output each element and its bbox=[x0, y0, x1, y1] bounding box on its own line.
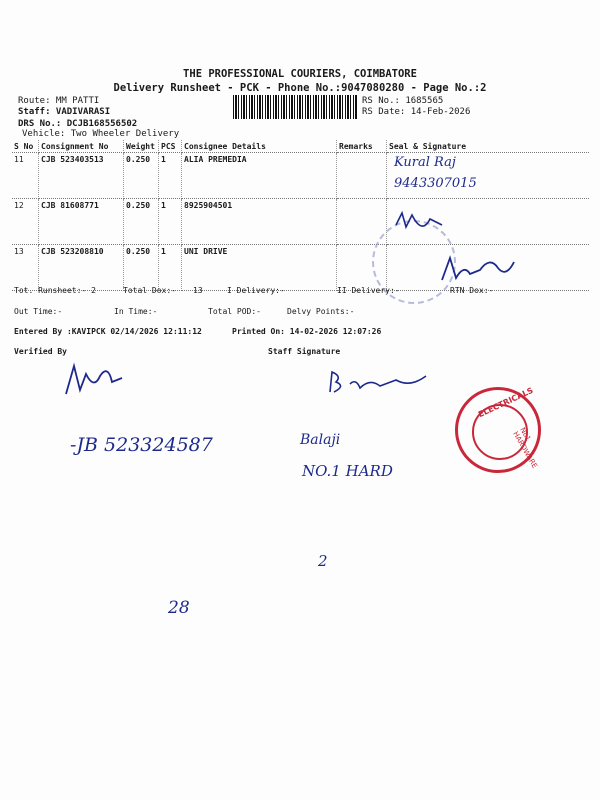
table-row bbox=[12, 199, 589, 245]
route-label: Route: MM PATTI bbox=[18, 96, 100, 106]
cell-sno: 11 bbox=[12, 153, 39, 199]
rs-date: RS Date: 14-Feb-2026 bbox=[362, 107, 471, 117]
cell-consignment: CJB 523403513 bbox=[39, 153, 124, 199]
signature-row2 bbox=[392, 205, 452, 235]
verified-signature bbox=[60, 360, 140, 400]
handwritten-consignment: -JB 523324587 bbox=[70, 434, 213, 456]
printed-on: Printed On: 14-02-2026 12:07:26 bbox=[232, 327, 382, 336]
cell-consignee: ALIA PREMEDIA bbox=[182, 153, 337, 199]
cell-weight: 0.250 bbox=[124, 199, 159, 245]
entered-by: Entered By :KAVIPCK 02/14/2026 12:11:12 bbox=[14, 327, 202, 336]
cell-consignee: UNI DRIVE bbox=[182, 245, 337, 291]
cell-weight: 0.250 bbox=[124, 153, 159, 199]
runsheet-subtitle: Delivery Runsheet - PCK - Phone No.:9047080280 - Page No.:2 bbox=[113, 82, 487, 94]
signature-row3 bbox=[440, 252, 520, 287]
handwritten-phone: 9443307015 bbox=[394, 176, 477, 191]
out-time: Out Time:- bbox=[14, 307, 63, 316]
col-seal: Seal & Signature bbox=[387, 140, 590, 153]
tot-runsheet: Tot. Runsheet:- 2 bbox=[14, 286, 96, 295]
staff-signature-label: Staff Signature bbox=[268, 347, 341, 356]
cell-consignment: CJB 523208810 bbox=[39, 245, 124, 291]
table-header-row bbox=[12, 140, 589, 153]
delvy-points: Delvy Points:- bbox=[287, 307, 355, 316]
handwritten-balaji: Balaji bbox=[300, 432, 341, 448]
cell-sno: 12 bbox=[12, 199, 39, 245]
barcode bbox=[233, 95, 358, 119]
ii-delivery: II Delivery:- bbox=[337, 286, 400, 295]
handwritten-name: Kural Raj bbox=[394, 155, 456, 170]
total-pod: Total POD:- bbox=[208, 307, 261, 316]
col-pcs: PCS bbox=[159, 140, 182, 153]
cell-remarks bbox=[337, 153, 387, 199]
col-consignee: Consignee Details bbox=[182, 140, 337, 153]
hardware-electricals-stamp: ELECTRICALS No1 HARDWARE bbox=[455, 387, 541, 473]
verified-by-label: Verified By bbox=[14, 347, 67, 356]
col-remarks: Remarks bbox=[337, 140, 387, 153]
col-sno: S No bbox=[12, 140, 39, 153]
rtn-dox: RTN Dox:- bbox=[450, 286, 494, 295]
rs-number: RS No.: 1685565 bbox=[362, 96, 444, 106]
company-title: THE PROFESSIONAL COURIERS, COIMBATORE bbox=[183, 68, 417, 80]
i-delivery: I Delivery:- bbox=[227, 286, 285, 295]
cell-consignment: CJB 81608771 bbox=[39, 199, 124, 245]
cell-weight: 0.250 bbox=[124, 245, 159, 291]
handwritten-page-mark: 2 bbox=[318, 552, 328, 570]
cell-pcs: 1 bbox=[159, 199, 182, 245]
col-weight: Weight bbox=[124, 140, 159, 153]
drs-number: DRS No.: DCJB168556502 bbox=[18, 119, 138, 129]
handwritten-shop: NO.1 HARD bbox=[302, 462, 393, 480]
col-consignment: Consignment No bbox=[39, 140, 124, 153]
cell-pcs: 1 bbox=[159, 245, 182, 291]
vehicle-label: Vehicle: Two Wheeler Delivery bbox=[22, 129, 180, 139]
cell-sno: 13 bbox=[12, 245, 39, 291]
cell-consignee: 8925904501 bbox=[182, 199, 337, 245]
total-dox-label: Total Dox:- bbox=[123, 286, 176, 295]
handwritten-count: 28 bbox=[168, 598, 190, 618]
table-row bbox=[12, 153, 589, 199]
total-dox-value: 13 bbox=[193, 286, 203, 295]
in-time: In Time:- bbox=[114, 307, 158, 316]
cell-pcs: 1 bbox=[159, 153, 182, 199]
staff-label: Staff: VADIVARASI bbox=[18, 107, 111, 117]
staff-signature bbox=[326, 368, 436, 398]
